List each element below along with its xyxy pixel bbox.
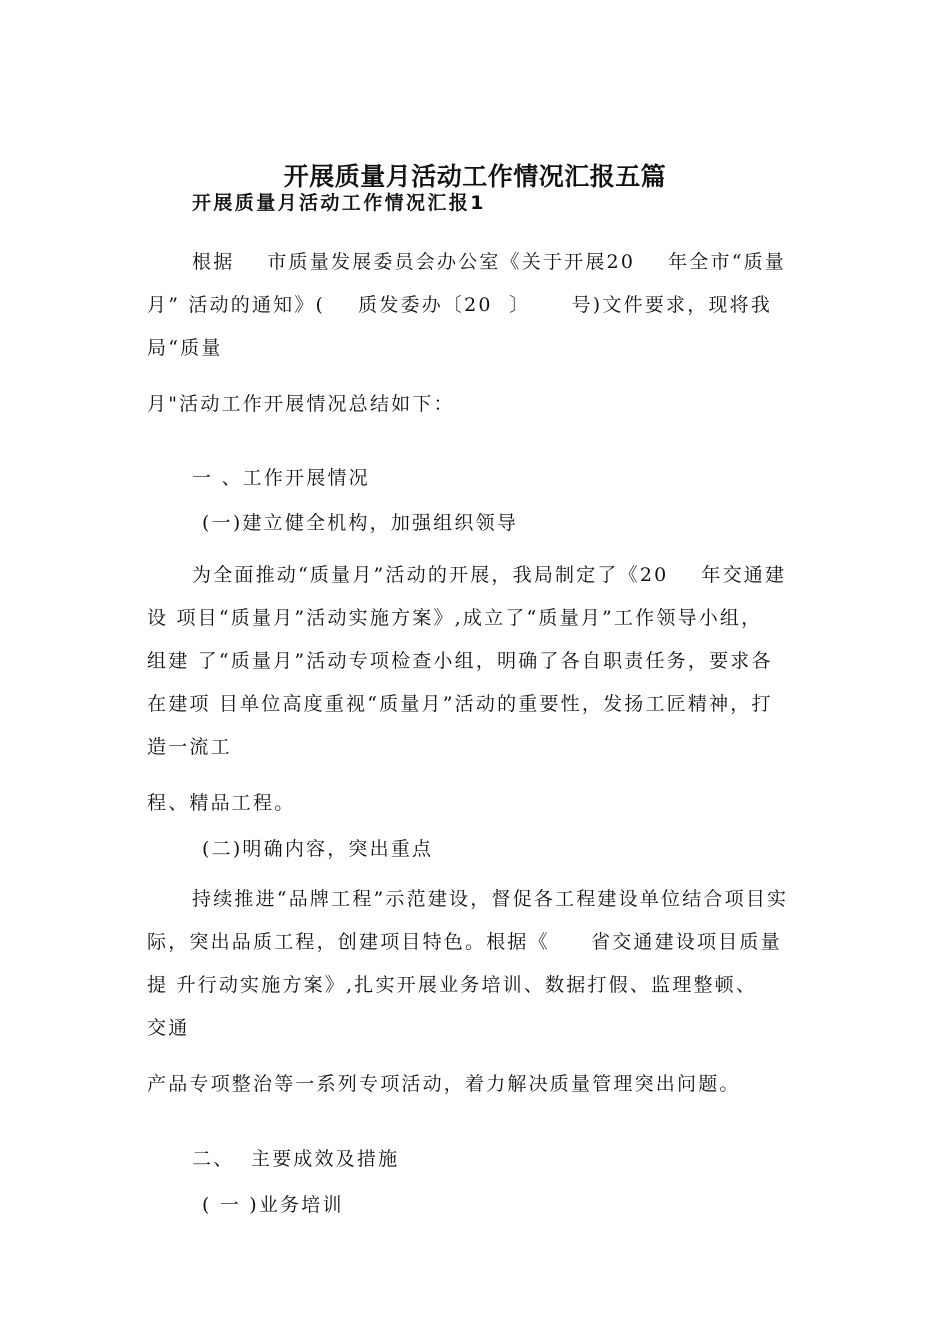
paragraph-3-line-4: 交通 <box>147 1017 190 1039</box>
document-subtitle: 开展质量月活动工作情况汇报1 <box>192 192 486 214</box>
section-2-subheading-1: ( 一 )业务培训 <box>202 1194 344 1216</box>
paragraph-3-line-1: 持续推进“品牌工程”示范建设，督促各工程建设单位结合项目实 <box>192 888 789 910</box>
section-1-heading: 一 、工作开展情况 <box>192 467 370 489</box>
section-2-heading: 二、 主要成效及措施 <box>192 1148 400 1170</box>
paragraph-1-line-4: 月"活动工作开展情况总结如下： <box>147 393 455 415</box>
paragraph-2-line-6: 程、精品工程。 <box>147 792 296 814</box>
paragraph-2-line-3: 组建 了“质量月”活动专项检查小组，明确了各自职责任务，要求各 <box>147 650 773 672</box>
paragraph-2-line-2: 设 项目“质量月”活动实施方案》,成立了“质量月”工作领导小组， <box>147 607 763 629</box>
section-1-subheading-1: (一)建立健全机构，加强组织领导 <box>202 512 519 534</box>
document-title: 开展质量月活动工作情况汇报五篇 <box>283 162 667 191</box>
paragraph-2-line-5: 造一流工 <box>147 736 232 758</box>
paragraph-1-line-3: 局“质量 <box>147 337 223 359</box>
paragraph-2-line-1: 为全面推动“质量月”活动的开展，我局制定了《20 年交通建 <box>192 564 787 586</box>
paragraph-1-line-1: 根据 市质量发展委员会办公室《关于开展20 年全市“质量 <box>192 251 787 273</box>
paragraph-3-line-5: 产品专项整治等一系列专项活动，着力解决质量管理突出问题。 <box>147 1073 741 1095</box>
paragraph-1-line-2: 月” 活动的通知》( 质发委办〔20 〕 号)文件要求，现将我 <box>147 294 772 316</box>
paragraph-2-line-4: 在建项 目单位高度重视“质量月”活动的重要性，发扬工匠精神，打 <box>147 693 773 715</box>
section-1-subheading-2: (二)明确内容，突出重点 <box>202 838 434 860</box>
paragraph-3-line-2: 际，突出品质工程，创建项目特色。根据《 省交通建设项目质量 <box>147 931 782 953</box>
paragraph-3-line-3: 提 升行动实施方案》,扎实开展业务培训、数据打假、监理整顿、 <box>147 974 758 996</box>
